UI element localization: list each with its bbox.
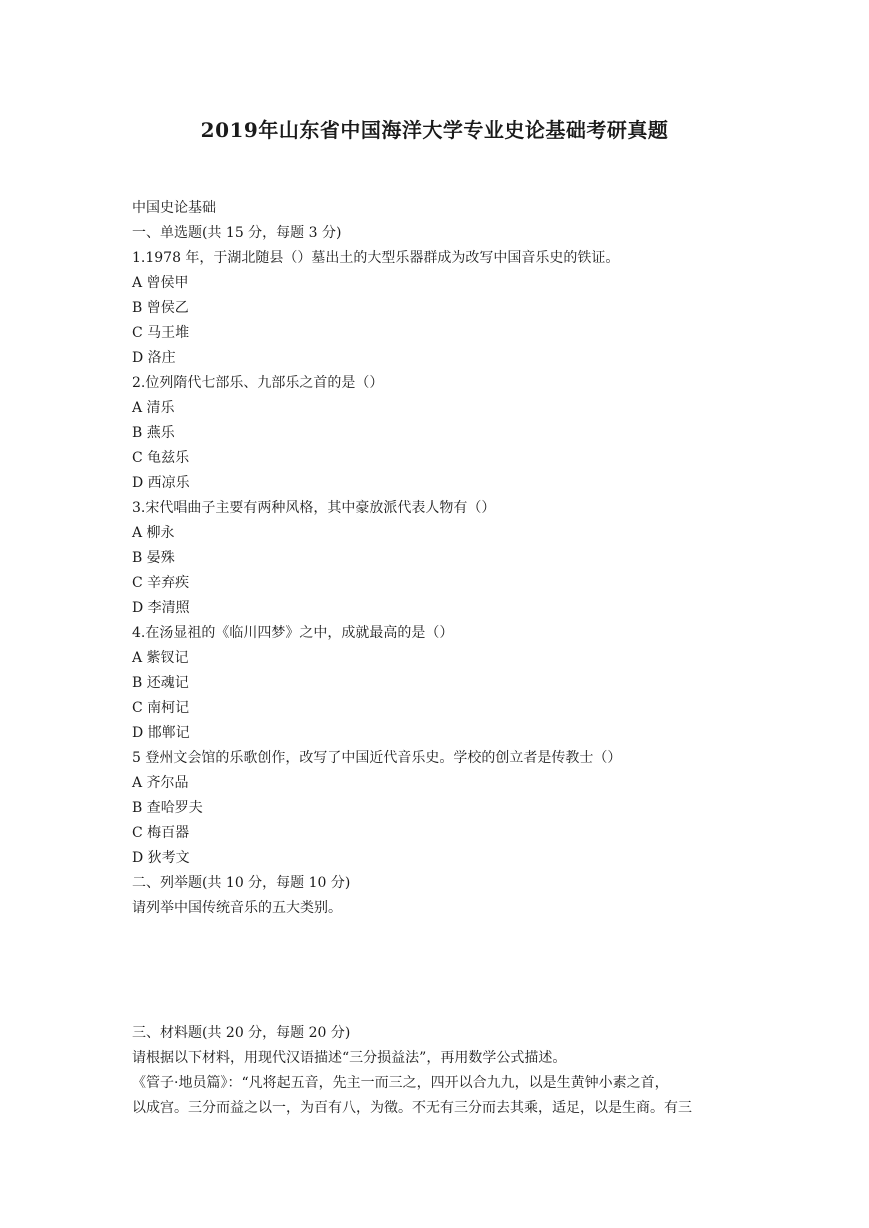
part3-instruction: 请根据以下材料，用现代汉语描述“三分损益法”，再用数学公式描述。: [132, 1050, 567, 1066]
option-a: A 紫钗记: [132, 650, 189, 666]
question-1: [132, 246, 742, 371]
option-d: D 狄考文: [132, 850, 190, 866]
question-stem: 3.宋代唱曲子主要有两种风格，其中豪放派代表人物有（）: [132, 500, 496, 516]
option-a: A 柳永: [132, 525, 175, 541]
part1-heading: 一、单选题(共 15 分，每题 3 分): [132, 225, 342, 241]
option-d: D 西凉乐: [132, 475, 190, 491]
option-d: D 洛庄: [132, 350, 176, 366]
option-c: C 马王堆: [132, 325, 190, 341]
page-title: 2019年山东省中国海洋大学专业史论基础考研真题: [200, 118, 669, 142]
option-b: B 燕乐: [132, 425, 175, 441]
question-stem: 4.在汤显祖的《临川四梦》之中，成就最高的是（）: [132, 625, 454, 641]
question-3: [132, 496, 742, 621]
part3-material-line: 以成宫。三分而益之以一，为百有八，为徵。不无有三分而去其乘，适足，以是生商。有三: [132, 1100, 692, 1116]
question-stem: 5 登州文会馆的乐歌创作，改写了中国近代音乐史。学校的创立者是传教士（）: [132, 750, 622, 766]
option-b: B 晏殊: [132, 550, 175, 566]
option-a: A 清乐: [132, 400, 175, 416]
option-d: D 邯郸记: [132, 725, 190, 741]
section-heading: 中国史论基础: [132, 200, 216, 216]
part2-question: 请列举中国传统音乐的五大类别。: [132, 900, 342, 916]
question-2: [132, 371, 742, 496]
document-body: [132, 196, 742, 1121]
option-b: B 还魂记: [132, 675, 189, 691]
question-stem: 1.1978 年，于湖北随县（）墓出土的大型乐器群成为改写中国音乐史的铁证。: [132, 250, 620, 266]
answer-space: [132, 921, 742, 1021]
option-b: B 曾侯乙: [132, 300, 189, 316]
option-a: A 曾侯甲: [132, 275, 189, 291]
option-c: C 南柯记: [132, 700, 190, 716]
option-d: D 李清照: [132, 600, 190, 616]
part3-material-line: 《管子·地员篇》：“凡将起五音，先主一而三之，四开以合九九，以是生黄钟小素之首，: [132, 1075, 669, 1091]
option-c: C 梅百器: [132, 825, 190, 841]
part2-heading: 二、列举题(共 10 分，每题 10 分): [132, 875, 351, 891]
part3-heading: 三、材料题(共 20 分，每题 20 分): [132, 1025, 351, 1041]
option-c: C 辛弃疾: [132, 575, 190, 591]
option-c: C 龟兹乐: [132, 450, 190, 466]
question-5: [132, 746, 742, 871]
option-a: A 齐尔品: [132, 775, 189, 791]
question-stem: 2.位列隋代七部乐、九部乐之首的是（）: [132, 375, 384, 391]
option-b: B 查哈罗夫: [132, 800, 203, 816]
question-4: [132, 621, 742, 746]
